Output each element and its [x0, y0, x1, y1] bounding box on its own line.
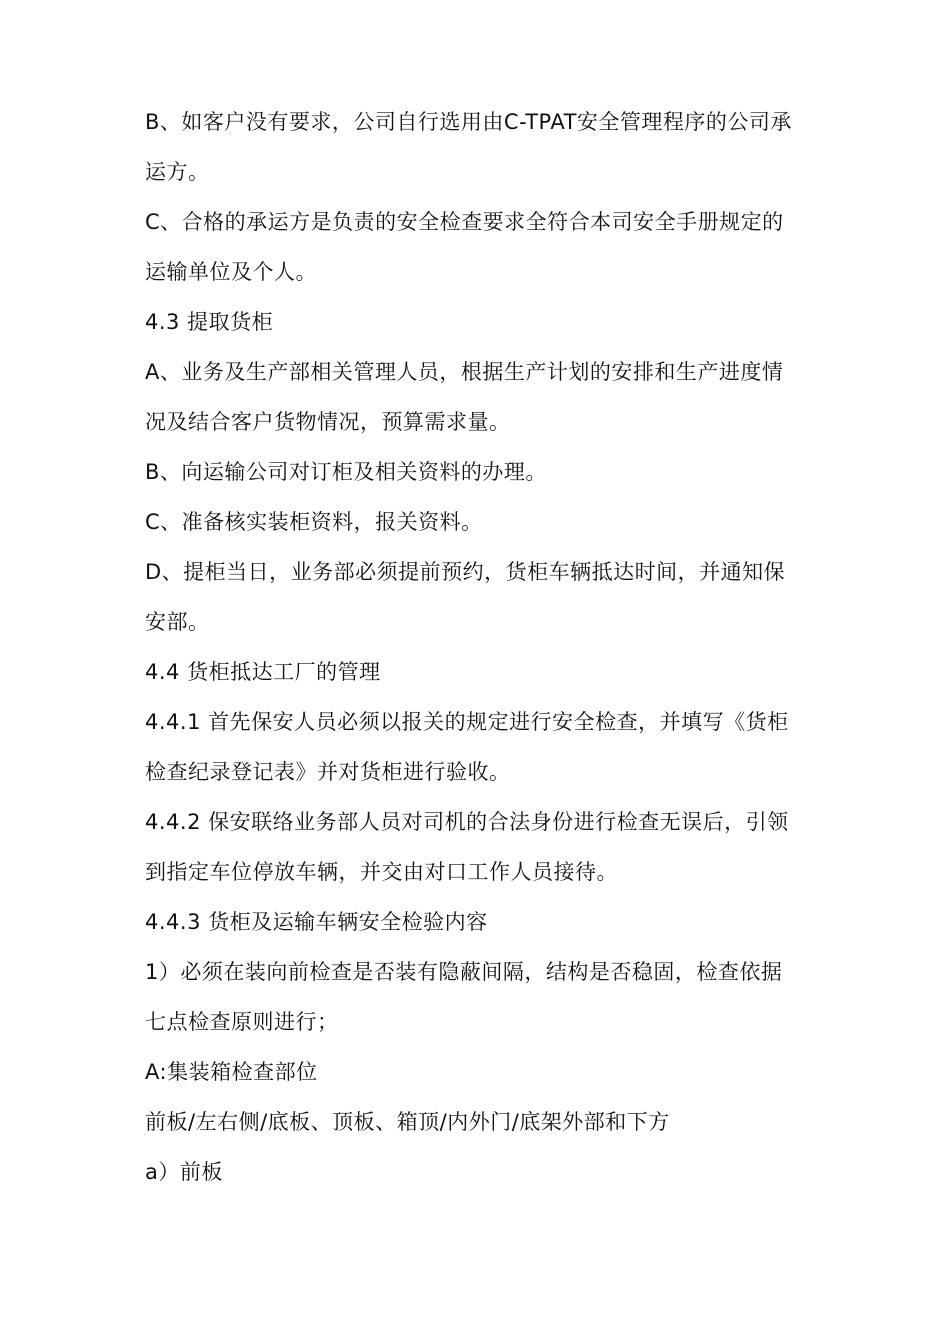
paragraph-line: 1）必须在装向前检查是否装有隐蔽间隔，结构是否稳固，检查依据 — [145, 960, 783, 984]
paragraph-line: a）前板 — [145, 1160, 223, 1184]
paragraph-line: 运方。 — [145, 160, 210, 184]
paragraph-line: C、准备核实装柜资料，报关资料。 — [145, 510, 483, 534]
section-heading: 4.4 货柜抵达工厂的管理 — [145, 660, 381, 684]
paragraph-line: 到指定车位停放车辆，并交由对口工作人员接待。 — [145, 860, 618, 884]
paragraph-line: 安部。 — [145, 610, 210, 634]
paragraph-line: 运输单位及个人。 — [145, 260, 317, 284]
paragraph-line: D、提柜当日，业务部必须提前预约，货柜车辆抵达时间，并通知保 — [145, 560, 786, 584]
paragraph-line: 况及结合客户货物情况，预算需求量。 — [145, 410, 511, 434]
paragraph-line: A:集装箱检查部位 — [145, 1060, 318, 1084]
paragraph-line: 检查纪录登记表》并对货柜进行验收。 — [145, 760, 511, 784]
paragraph-line: B、向运输公司对订柜及相关资料的办理。 — [145, 460, 547, 484]
paragraph-line: B、如客户没有要求，公司自行选用由C-TPAT安全管理程序的公司承 — [145, 110, 792, 134]
paragraph-line: 4.4.2 保安联络业务部人员对司机的合法身份进行检查无误后，引领 — [145, 810, 789, 834]
paragraph-line: C、合格的承运方是负责的安全检查要求全符合本司安全手册规定的 — [145, 210, 784, 234]
paragraph-line: 4.4.1 首先保安人员必须以报关的规定进行安全检查，并填写《货柜 — [145, 710, 789, 734]
paragraph-line: A、业务及生产部相关管理人员，根据生产计划的安排和生产进度情 — [145, 360, 784, 384]
section-heading: 4.4.3 货柜及运输车辆安全检验内容 — [145, 910, 488, 934]
paragraph-line: 前板/左右侧/底板、顶板、箱顶/内外门/底架外部和下方 — [145, 1110, 670, 1134]
section-heading: 4.3 提取货柜 — [145, 310, 274, 334]
paragraph-line: 七点检查原则进行； — [145, 1010, 339, 1034]
